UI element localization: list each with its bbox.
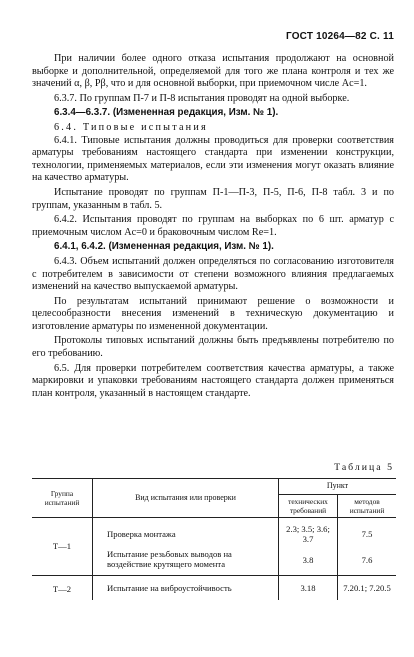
col-header-point: Пункт — [279, 479, 397, 495]
table-caption: Таблица 5 — [334, 462, 394, 473]
cell-methods: 7.6 — [338, 547, 397, 576]
amendment-note: 6.4.1, 6.4.2. (Измененная редакция, Изм. № 1). — [54, 241, 274, 253]
cell-tech: 3.18 — [279, 575, 338, 600]
page-header: ГОСТ 10264—82 С. 11 — [285, 31, 394, 42]
cell-group: Т—2 — [32, 575, 93, 600]
col-header-kind: Вид испытания или проверки — [93, 479, 279, 518]
table-row — [32, 517, 396, 547]
section-heading: 6.4. Типовые испытания — [54, 121, 208, 133]
paragraph: 6.5. Для проверки потребителем соответствия качества арматуры, а также маркировки и упаковки требованиям настоящего стандарта должен применяться план контроля, указанный в настоящем стандарте. — [32, 362, 394, 399]
paragraph: Испытание проводят по группам П-1—П-3, П-5, П-6, П-8 табл. 3 и по группам, указанным в табл. 5. — [32, 186, 394, 211]
cell-kind: Проверка монтажа — [93, 517, 279, 547]
cell-kind: Испытание на виброустойчивость — [93, 575, 279, 600]
paragraph: 6.4.1. Типовые испытания должны проводиться для проверки соответствия арматуры требованиям настоящего стандарта при изменении конструкции, технологии, применяемых материалов, если эти изменения могут оказать влияние на качество арматуры. — [32, 134, 394, 184]
amendment-note: 6.3.4—6.3.7. (Измененная редакция, Изм. № 1). — [54, 107, 279, 119]
paragraph: По результатам испытаний принимают решение о возможности и целесообразности внесения изменений в техническую документацию и изготовление арматуры по измененной документации. — [32, 295, 394, 332]
paragraph: Протоколы типовых испытаний должны быть предъявлены потребителю по его требованию. — [32, 335, 394, 360]
body-text — [32, 53, 394, 400]
table-5 — [32, 478, 396, 600]
paragraph: 6.3.7. По группам П-7 и П-8 испытания проводят на одной выборке. — [54, 92, 350, 104]
cell-tech: 3.8 — [279, 547, 338, 576]
paragraph: При наличии более одного отказа испытания продолжают на основной выборке и дополнительной, определяемой для того же плана контроля и тех же значений α, β, Pβ, что и для основной выборки, при приемочном числе Ac=1. — [32, 53, 394, 90]
cell-kind: Испытание резьбовых выводов на воздействие крутящего момента — [93, 547, 279, 576]
col-header-group: Группа испытаний — [32, 479, 93, 518]
paragraph: 6.4.3. Объем испытаний должен определяться по согласованию изготовителя с потребителем в зависимости от степени возможного влияния предлагаемых изменений на качество выпускаемой арматуры. — [32, 255, 394, 293]
cell-tech: 2.3; 3.5; 3.6; 3.7 — [279, 517, 338, 547]
cell-methods: 7.20.1; 7.20.5 — [338, 575, 397, 600]
cell-methods: 7.5 — [338, 517, 397, 547]
table-row — [32, 575, 396, 600]
col-header-tech: технических требований — [279, 494, 338, 517]
paragraph: 6.4.2. Испытания проводят по группам на выборках по 6 шт. арматур с приемочным числом Ac=0 и браковочным числом Re=1. — [32, 214, 394, 238]
col-header-methods: методов испытаний — [338, 494, 397, 517]
cell-group: Т—1 — [32, 517, 93, 575]
